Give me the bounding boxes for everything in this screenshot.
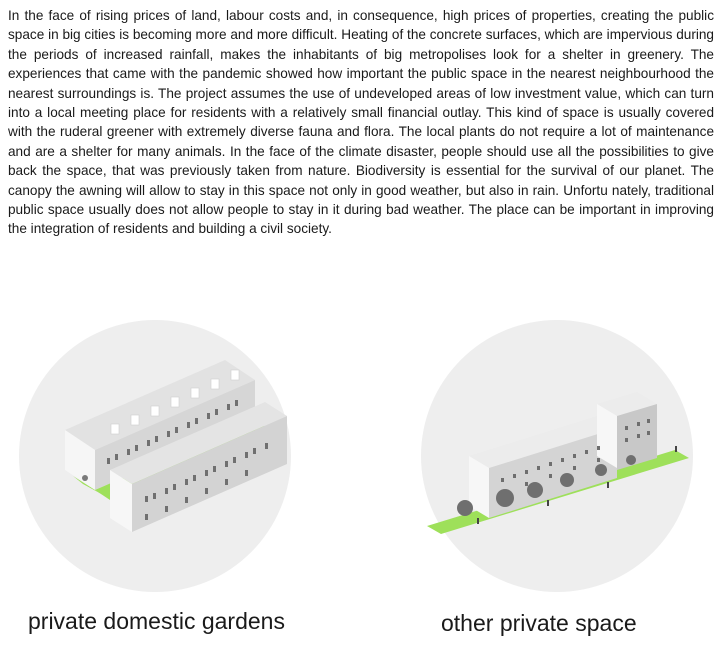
tree-icon bbox=[626, 455, 636, 465]
tree-icon bbox=[82, 475, 88, 481]
tree-icon bbox=[457, 500, 473, 516]
person-icon bbox=[547, 500, 549, 506]
private-domestic-gardens-illustration bbox=[15, 318, 295, 594]
tree-icon bbox=[560, 473, 574, 487]
tree-icon bbox=[527, 482, 543, 498]
person-icon bbox=[675, 446, 677, 452]
person-icon bbox=[477, 518, 479, 524]
description-text-block bbox=[8, 6, 714, 239]
description-paragraph: In the face of rising prices of land, labour costs and, in consequence, high prices of properties, creating the public space in big cities is becoming more and more difficult. Heating of the concrete surfaces, which are impervious during the periods of increased rainfall, makes the inhabitants of big metropolises look for a shelter in greenery. The experiences that came with the pandemic showed how important the public space in the nearest neighbourhood the nearest surroundings is. The project assumes the use of undeveloped areas of low investment value, which can turn into a local meeting place for residents with a relatively small financial outlay. This kind of space is usually covered with the ruderal greener with extremely diverse fauna and flora. The local plants do not require a lot of maintenance and are a shelter for many animals. In the face of the climate disaster, people should use all the possibilities to give back the space, that was previously taken from nature. Biodiversity is essential for the survival of our planet. The canopy the awning will allow to stay in this space not only in good weather, but also in rain. Unfortu nately, traditional public space usually does not allow people to stay in it during bad weather. The place can be important in improving the integration of residents and building a civil society. bbox=[8, 8, 714, 237]
tree-icon bbox=[595, 464, 607, 476]
tree-icon bbox=[496, 489, 514, 507]
rowhouses-isometric-drawing bbox=[15, 318, 295, 594]
apartment-blocks-isometric-drawing bbox=[417, 318, 697, 594]
caption-private-domestic-gardens: private domestic gardens bbox=[28, 608, 285, 634]
person-icon bbox=[607, 482, 609, 488]
caption-other-private-space: other private space bbox=[441, 610, 637, 636]
other-private-space-illustration bbox=[417, 318, 697, 594]
